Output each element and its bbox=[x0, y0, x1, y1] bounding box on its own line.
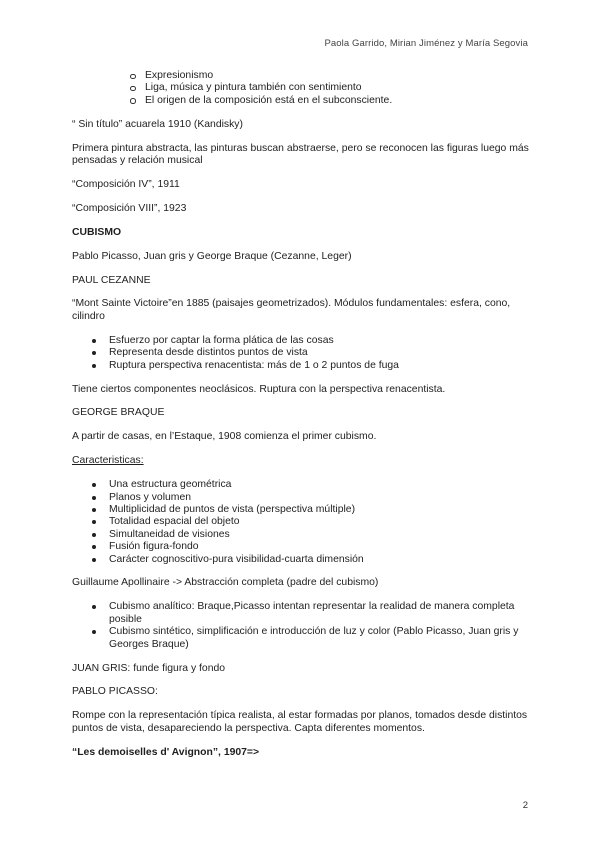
cubismo-artists: Pablo Picasso, Juan gris y George Braque (Cezanne, Leger) bbox=[72, 250, 352, 262]
intro-sublist bbox=[72, 70, 532, 107]
gris-text: JUAN GRIS: funde figura y fondo bbox=[72, 662, 226, 674]
list-item: Carácter cognoscitivo-pura visibilidad-cuarta dimensión bbox=[72, 554, 532, 566]
list-item: Simultaneidad de visiones bbox=[72, 529, 532, 541]
kandinsky-work-3: “Composición VIII”, 1923 bbox=[72, 202, 187, 214]
list-item: El origen de la composición está en el subconsciente. bbox=[72, 95, 532, 107]
cezanne-note: Tiene ciertos componentes neoclásicos. Ruptura con la perspectiva renacentista. bbox=[72, 383, 446, 395]
list-item: Representa desde distintos puntos de vista bbox=[72, 347, 532, 359]
list-item: Una estructura geométrica bbox=[72, 479, 532, 491]
apollinaire-text: Guillaume Apollinaire -> Abstracción completa (padre del cubismo) bbox=[72, 577, 379, 589]
caracteristicas-bullets bbox=[72, 479, 532, 566]
document-body bbox=[72, 70, 532, 771]
picasso-description: Rompe con la representación típica realista, al estar formadas por planos, tomados desde distintos puntos de vista, desapareciendo la perspectiva. Capta diferentes momentos. bbox=[72, 710, 528, 734]
kandinsky-work-2: “Composición IV”, 1911 bbox=[72, 178, 180, 190]
list-item: Liga, música y pintura también con sentimiento bbox=[72, 82, 532, 94]
braque-heading: GEORGE BRAQUE bbox=[72, 407, 165, 419]
cezanne-heading: PAUL CEZANNE bbox=[72, 274, 151, 286]
kandinsky-description: Primera pintura abstracta, las pinturas buscan abstraerse, pero se reconocen las figuras luego más pensadas y relación musical bbox=[72, 142, 529, 167]
picasso-work: “Les demoiselles d' Avignon”, 1907=> bbox=[72, 746, 260, 758]
caracteristicas-label: Caracteristicas: bbox=[72, 455, 144, 467]
cezanne-bullets bbox=[72, 335, 532, 372]
page-number: 2 bbox=[522, 800, 528, 811]
list-item: Cubismo sintético, simplificación e introducción de luz y color (Pablo Picasso, Juan gris y Georges Braque) bbox=[72, 626, 532, 651]
list-item: Ruptura perspectiva renacentista: más de 1 o 2 puntos de fuga bbox=[72, 360, 532, 372]
list-item: Totalidad espacial del objeto bbox=[72, 516, 532, 528]
list-item: Expresionismo bbox=[72, 70, 532, 82]
cezanne-description: “Mont Sainte Victoire”en 1885 (paisajes geometrizados). Módulos fundamentales: esfera, cono, cilindro bbox=[72, 298, 511, 322]
list-item: Esfuerzo por captar la forma plática de las cosas bbox=[72, 335, 532, 347]
list-item: Cubismo analítico: Braque,Picasso intentan representar la realidad de manera completa posible bbox=[72, 601, 532, 626]
cubismo-heading: CUBISMO bbox=[72, 226, 122, 238]
list-item: Multiplicidad de puntos de vista (perspectiva múltiple) bbox=[72, 504, 532, 516]
braque-description: A partir de casas, en l’Estaque, 1908 comienza el primer cubismo. bbox=[72, 431, 377, 443]
page-header-authors: Paola Garrido, Mirian Jiménez y María Segovia bbox=[324, 38, 528, 49]
picasso-heading: PABLO PICASSO: bbox=[72, 686, 158, 698]
list-item: Fusión figura-fondo bbox=[72, 541, 532, 553]
kandinsky-work-1: “ Sin título” acuarela 1910 (Kandisky) bbox=[72, 118, 243, 130]
list-item: Planos y volumen bbox=[72, 492, 532, 504]
cubism-types-bullets bbox=[72, 601, 532, 651]
